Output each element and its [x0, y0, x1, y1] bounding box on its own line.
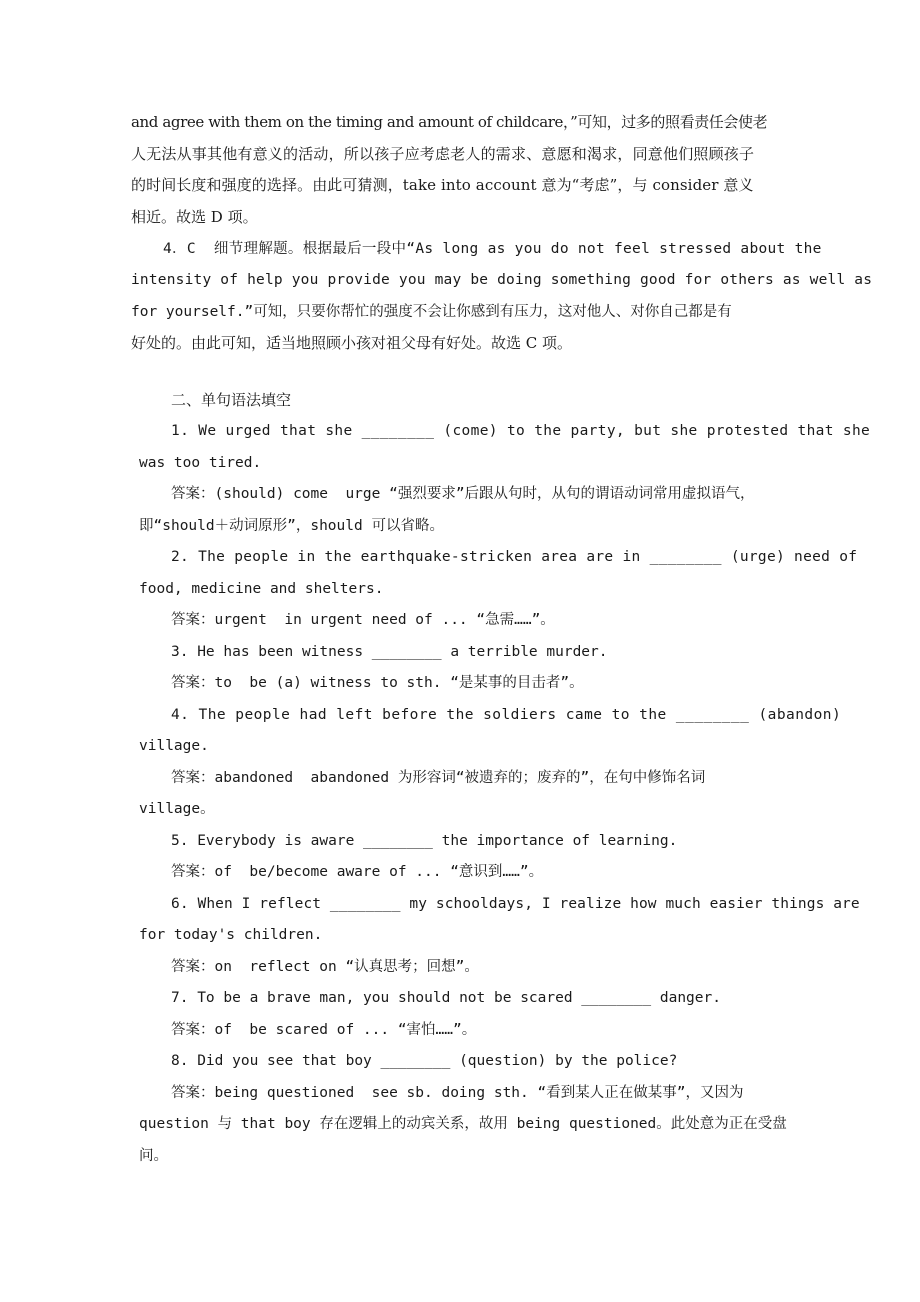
a6: 答案：on reflect on “认真思考；回想”。	[171, 959, 479, 975]
q7: 7. To be a brave man, you should not be scared ________ danger.	[171, 990, 721, 1006]
q4-line-2: village.	[139, 738, 209, 754]
continuation-line-4: 相近。故选 D 项。	[131, 208, 258, 226]
item4-line-1: 4．C 细节理解题。根据最后一段中“As long as you do not feel stressed about the	[163, 241, 822, 257]
q2-line-2: food, medicine and shelters.	[139, 581, 384, 597]
continuation-line-2: 人无法从事其他有意义的活动，所以孩子应考虑老人的需求、意愿和渴求，同意他们照顾孩子	[131, 145, 755, 163]
q6-line-2: for today's children.	[139, 927, 323, 943]
a3: 答案：to be (a) witness to sth. “是某事的目击者”。	[171, 675, 584, 691]
a2: 答案：urgent in urgent need of ... “急需……”。	[171, 612, 555, 628]
a1-line-1: 答案：(should) come urge “强烈要求”后跟从句时，从句的谓语动词常用虚拟语气，	[171, 486, 755, 502]
q1-line-2: was too tired.	[139, 455, 262, 471]
a7: 答案：of be scared of ... “害怕……”。	[171, 1022, 477, 1038]
q6-line-1: 6. When I reflect ________ my schooldays, I realize how much easier things are	[171, 896, 860, 912]
continuation-line-3: 的时间长度和强度的选择。由此可猜测，take into account 意为“考虑”，与 consider 意义	[131, 176, 754, 194]
q2-line-1: 2. The people in the earthquake-stricken area are in ________ (urge) need of	[171, 549, 858, 565]
a8-line-2: question 与 that boy 存在逻辑上的动宾关系，故用 being questioned。此处意为正在受盘	[139, 1116, 787, 1132]
a4-line-1: 答案：abandoned abandoned 为形容词“被遗弃的；废弃的”，在句中修饰名词	[171, 770, 706, 786]
q4-line-1: 4. The people had left before the soldiers came to the ________ (abandon)	[171, 707, 842, 723]
a5: 答案：of be/become aware of ... “意识到……”。	[171, 864, 544, 880]
continuation-line-1: and agree with them on the timing and amount of childcare，”可知，过多的照看责任会使老	[131, 113, 768, 131]
q8: 8. Did you see that boy ________ (question) by the police?	[171, 1053, 678, 1069]
q1-line-1: 1. We urged that she ________ (come) to the party, but she protested that she	[171, 423, 871, 439]
q3: 3. He has been witness ________ a terrible murder.	[171, 644, 608, 660]
item4-line-2: intensity of help you provide you may be doing something good for others as well as	[131, 272, 873, 288]
a8-line-3: 问。	[139, 1148, 168, 1164]
item4-line-4: 好处的。由此可知，适当地照顾小孩对祖父母有好处。故选 C 项。	[131, 334, 573, 352]
q5: 5. Everybody is aware ________ the importance of learning.	[171, 833, 678, 849]
section-heading: 二、单句语法填空	[171, 391, 292, 409]
a4-line-2: village。	[139, 801, 215, 817]
a1-line-2: 即“should＋动词原形”，should 可以省略。	[139, 518, 444, 534]
item4-line-3: for yourself.”可知，只要你帮忙的强度不会让你感到有压力，这对他人、对你自己都是有	[131, 304, 732, 320]
a8-line-1: 答案：being questioned see sb. doing sth. “看到某人正在做某事”，又因为	[171, 1085, 744, 1101]
